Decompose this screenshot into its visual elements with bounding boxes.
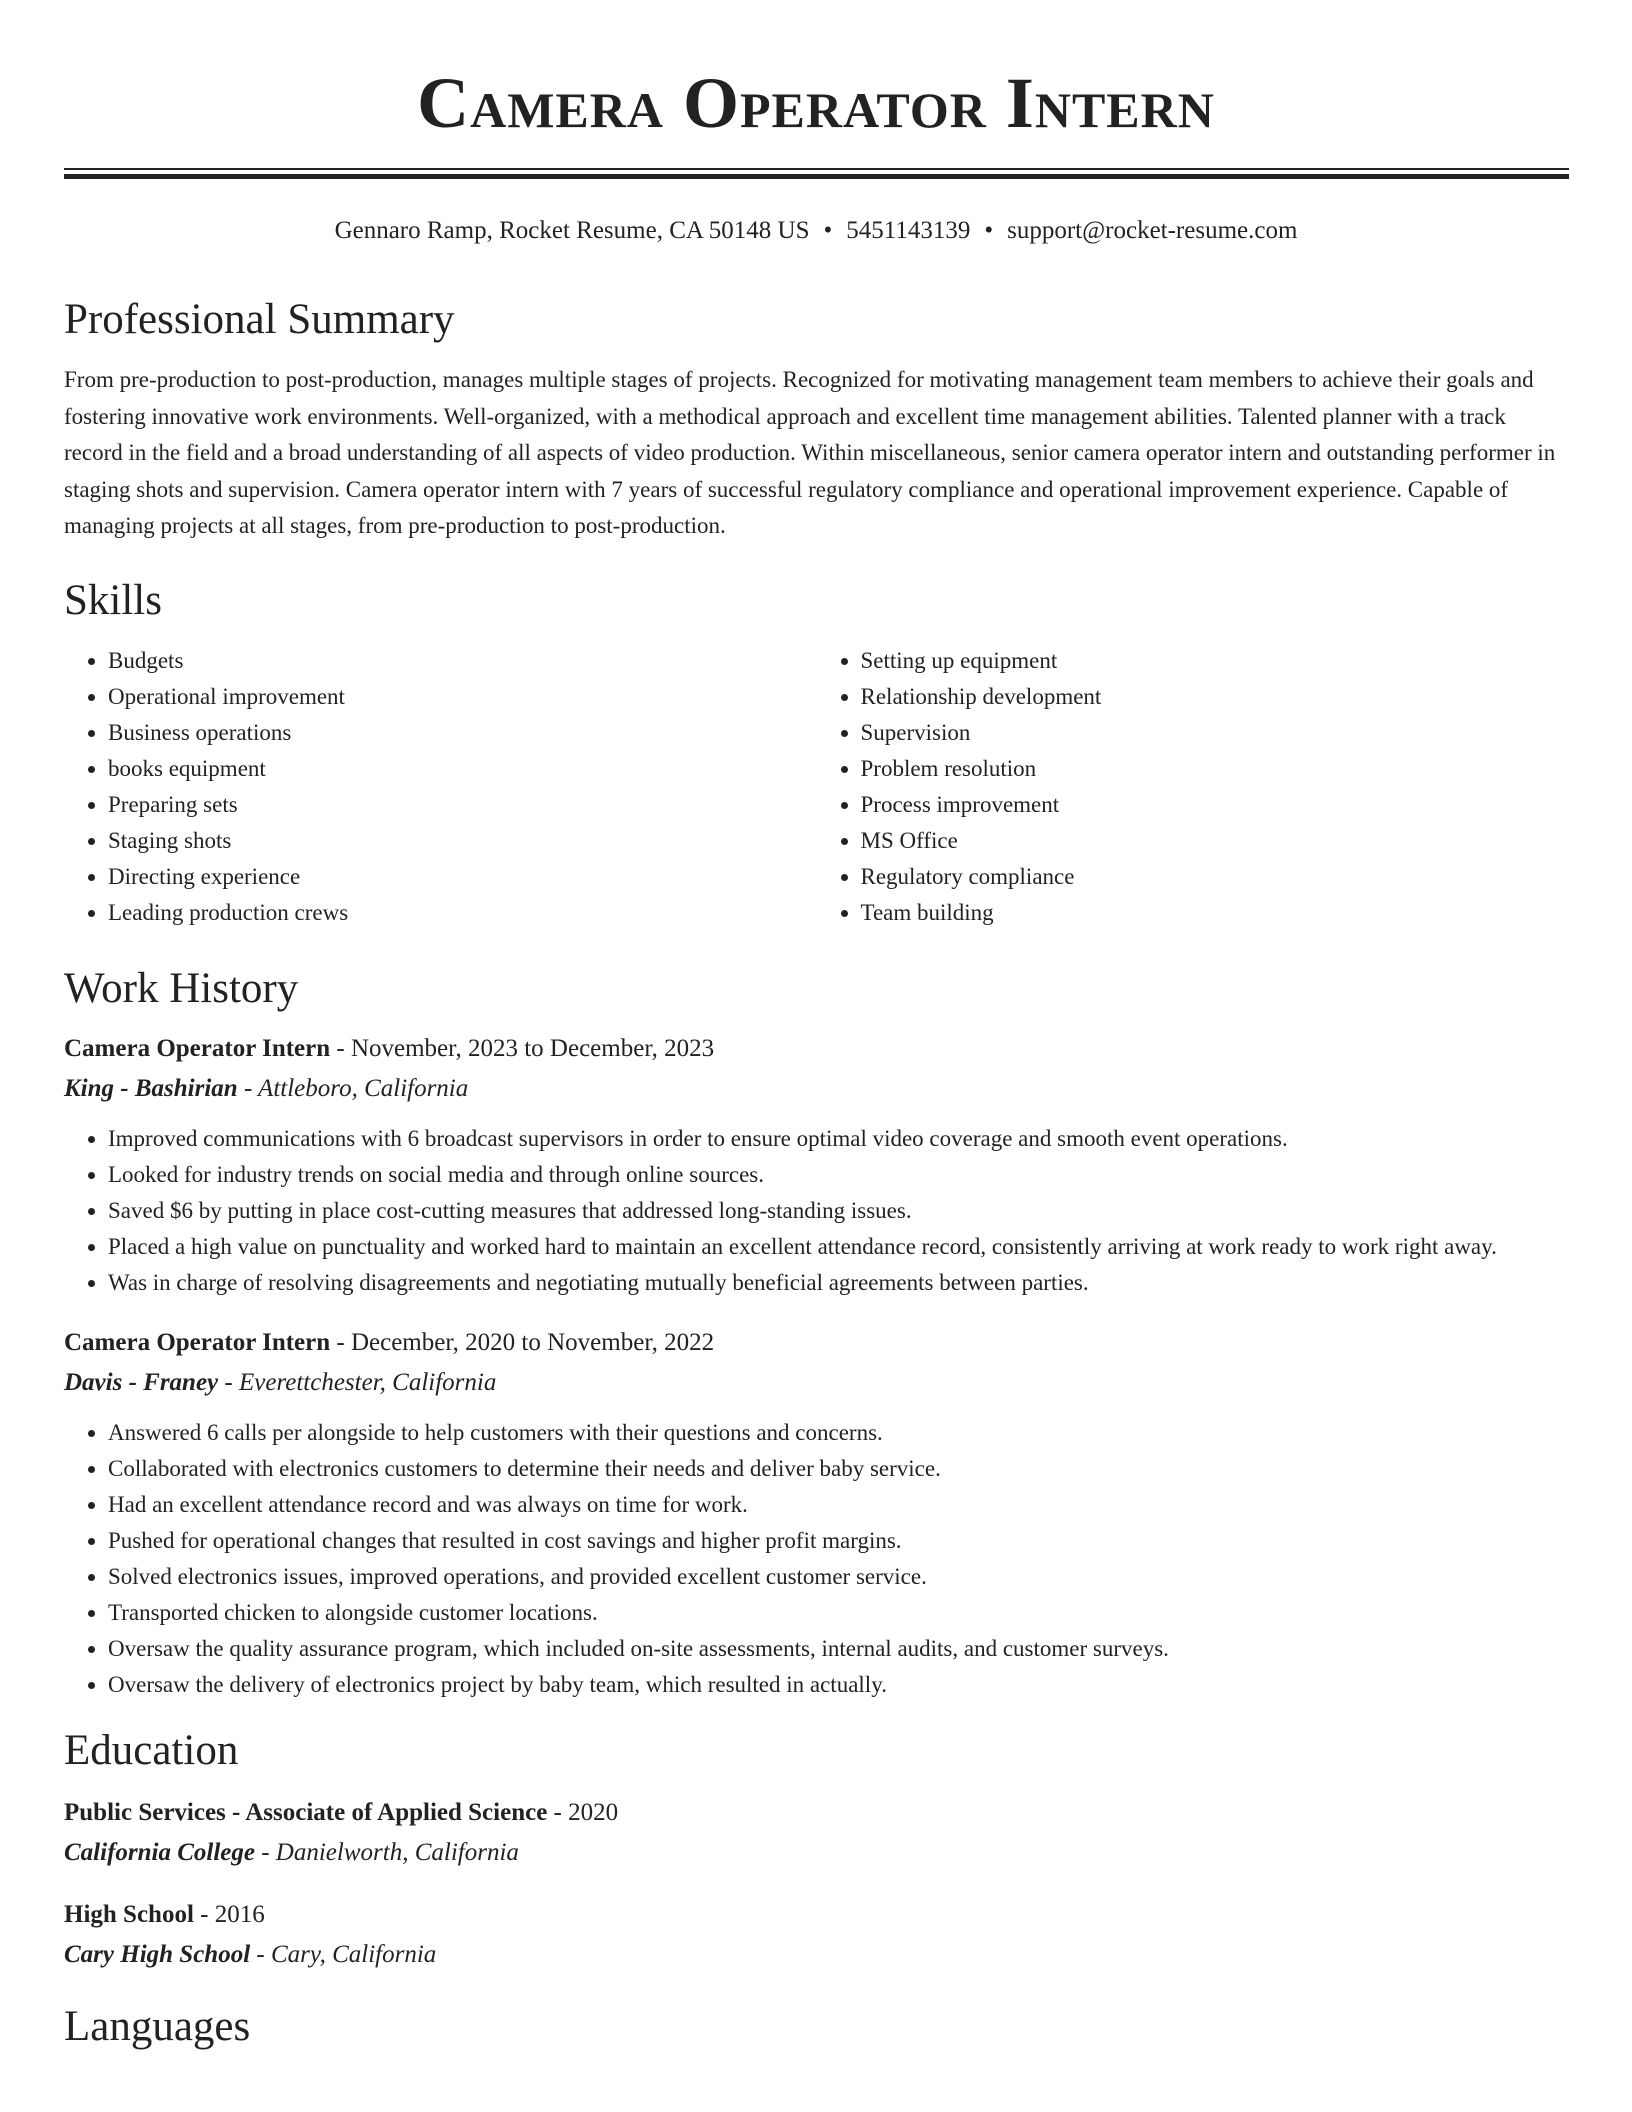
job-title: Camera Operator Intern (64, 1034, 331, 1062)
education-school: California College (64, 1838, 255, 1866)
job-bullet: • Solved electronics issues, improved operations, and provided excellent customer service. (108, 1559, 1569, 1595)
job-entry (64, 1323, 1569, 1703)
job-company-line (64, 1363, 1569, 1403)
job-dates: - December, 2020 to November, 2022 (330, 1328, 715, 1356)
skill-item: • Preparing sets (108, 787, 817, 823)
work-history-section (64, 959, 1569, 1703)
education-section (64, 1721, 1569, 1975)
education-year: - 2016 (193, 1900, 265, 1928)
job-bullet: • Collaborated with electronics customers to determine their needs and deliver baby service. (108, 1451, 1569, 1487)
job-title-line (64, 1323, 1569, 1363)
job-bullet: • Saved $6 by putting in place cost-cutting measures that addressed long-standing issues. (108, 1193, 1569, 1229)
education-entry (64, 1895, 1569, 1975)
section-heading: Education (64, 1726, 239, 1774)
contact-address: Gennaro Ramp, Rocket Resume, CA 50148 US (334, 217, 810, 244)
education-year: - 2020 (547, 1798, 619, 1826)
education-school-line (64, 1833, 1569, 1873)
section-heading: Languages (64, 2002, 251, 2050)
skill-item: • Staging shots (108, 823, 817, 859)
section-heading: Skills (64, 576, 162, 624)
education-degree-line (64, 1895, 1569, 1935)
job-company: Davis - Franey (64, 1368, 219, 1396)
skill-item: • Operational improvement (108, 679, 817, 715)
job-location: - Attleboro, California (237, 1074, 469, 1102)
job-title: Camera Operator Intern (64, 1328, 331, 1356)
skill-item: • Setting up equipment (861, 643, 1570, 679)
contact-phone: 5451143139 (846, 217, 971, 244)
summary-text: From pre-production to post-production, manages multiple stages of projects. Recognized for motivating management team members to achieve their goals and fostering innovative work environments. Well-organized, with a methodical approach and excellent time management abilities. Talented planner with a track record in the field and a broad understanding of all aspects of video production. Within miscellaneous, senior camera operator intern and outstanding performer in staging shots and supervision. Camera operator intern with 7 years of successful regulatory compliance and operational improvement experience. Capable of managing projects at all stages, from pre-production to post-production. (64, 367, 1556, 538)
section-heading: Professional Summary (64, 296, 455, 343)
skill-item: • Process improvement (861, 787, 1570, 823)
summary-section (64, 290, 1569, 545)
job-bullet: • Oversaw the delivery of electronics project by baby team, which resulted in actually. (108, 1667, 1569, 1703)
job-bullet: • Placed a high value on punctuality and worked hard to maintain an excellent attendance record, consistently arriving at work ready to work right away. (108, 1229, 1569, 1265)
education-degree-line (64, 1793, 1569, 1833)
contact-separator: • (823, 217, 833, 244)
job-location: - Everettchester, California (218, 1368, 497, 1396)
job-bullet: • Had an excellent attendance record and was always on time for work. (108, 1487, 1569, 1523)
skill-item: • Team building (861, 895, 1570, 931)
resume-content (64, 290, 1569, 2057)
education-entry (64, 1793, 1569, 1873)
title-rule-thick (64, 174, 1569, 179)
job-bullet: • Oversaw the quality assurance program, which included on-site assessments, internal audits, and customer surveys. (108, 1631, 1569, 1667)
skill-item: • books equipment (108, 751, 817, 787)
skill-item: • Supervision (861, 715, 1570, 751)
skill-item: • Directing experience (108, 859, 817, 895)
skill-item: • Regulatory compliance (861, 859, 1570, 895)
job-bullet: • Transported chicken to alongside customer locations. (108, 1595, 1569, 1631)
job-entry (64, 1029, 1569, 1301)
skills-section (64, 571, 1569, 931)
resume-title: Camera Operator Intern (417, 63, 1215, 143)
job-company-line (64, 1069, 1569, 1109)
skill-item: • Relationship development (861, 679, 1570, 715)
contact-line (0, 214, 1632, 248)
education-location: - Cary, California (250, 1940, 437, 1968)
education-degree: High School (64, 1900, 194, 1928)
title-rule-thin (64, 168, 1569, 170)
contact-separator: • (984, 217, 994, 244)
education-school-line (64, 1935, 1569, 1975)
job-bullet: • Was in charge of resolving disagreements and negotiating mutually beneficial agreements between parties. (108, 1265, 1569, 1301)
education-school: Cary High School (64, 1940, 251, 1968)
job-dates: - November, 2023 to December, 2023 (330, 1034, 715, 1062)
job-bullet: • Looked for industry trends on social media and through online sources. (108, 1157, 1569, 1193)
skills-list-left (64, 643, 817, 931)
job-title-line (64, 1029, 1569, 1069)
education-degree: Public Services - Associate of Applied Science (64, 1798, 548, 1826)
job-company: King - Bashirian (64, 1074, 238, 1102)
section-heading: Work History (64, 964, 299, 1012)
job-bullet: • Answered 6 calls per alongside to help customers with their questions and concerns. (108, 1415, 1569, 1451)
skill-item: • Problem resolution (861, 751, 1570, 787)
contact-email: support@rocket-resume.com (1007, 217, 1298, 244)
job-bullet: • Pushed for operational changes that resulted in cost savings and higher profit margins. (108, 1523, 1569, 1559)
job-bullets (64, 1121, 1569, 1301)
education-location: - Danielworth, California (254, 1838, 519, 1866)
skill-item: • Leading production crews (108, 895, 817, 931)
job-bullet: • Improved communications with 6 broadcast supervisors in order to ensure optimal video coverage and smooth event operations. (108, 1121, 1569, 1157)
skills-columns (64, 643, 1569, 931)
languages-section (64, 1997, 1569, 2057)
skills-list-right (817, 643, 1570, 931)
skill-item: • MS Office (861, 823, 1570, 859)
skill-item: • Budgets (108, 643, 817, 679)
skill-item: • Business operations (108, 715, 817, 751)
job-bullets (64, 1415, 1569, 1703)
